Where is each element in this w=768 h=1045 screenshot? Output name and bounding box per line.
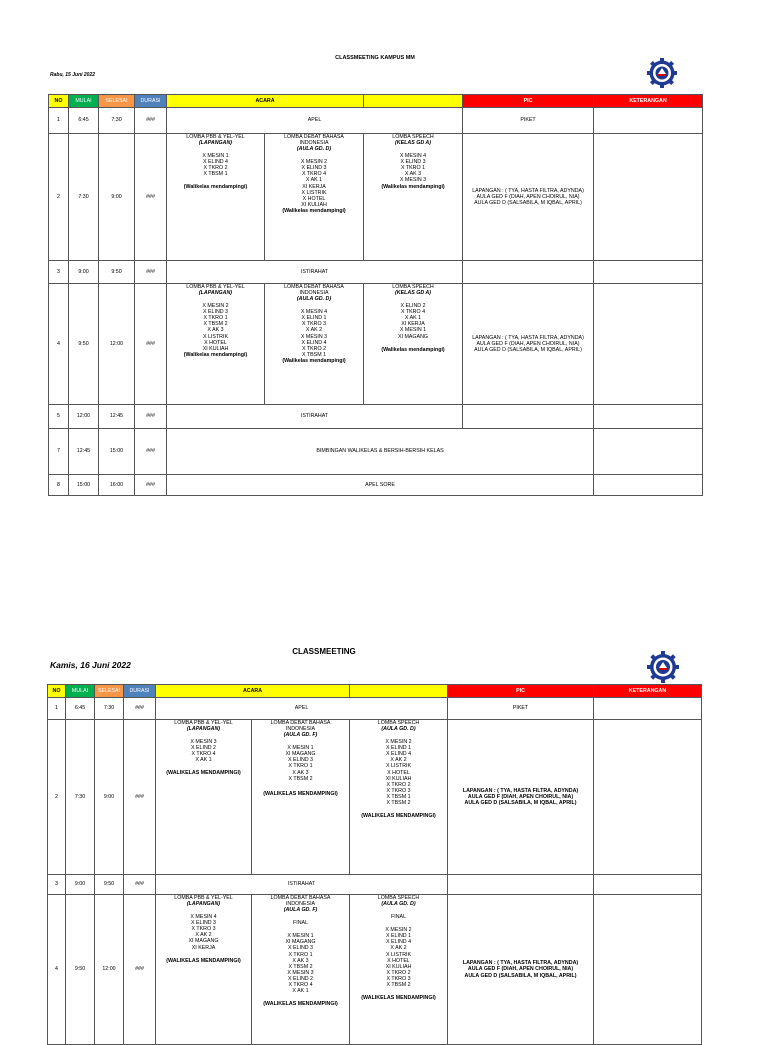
cell-keterangan xyxy=(594,405,703,429)
cell-pic xyxy=(448,875,594,895)
class-item: X ELIND 3 xyxy=(287,945,314,952)
event-title: LOMBA DEBAT BAHASA xyxy=(284,284,344,290)
cell-lomba-pbb xyxy=(156,895,252,1045)
event-note: (Walikelas mendampingi) xyxy=(381,346,445,353)
cell-pic: PIKET xyxy=(448,698,594,720)
page-title: CLASSMEETING xyxy=(292,647,356,656)
table-row xyxy=(48,875,702,895)
event-title: LOMBA PBB & YEL-YEL xyxy=(186,134,245,140)
class-item: X ELIND 1 xyxy=(386,745,412,752)
class-item: X TBSM 1 xyxy=(386,793,411,800)
class-item: X AK 2 xyxy=(305,327,323,334)
cell-selesai: 12:00 xyxy=(95,895,124,1045)
event-title: LOMBA DEBAT BAHASA xyxy=(284,134,344,140)
cell-mulai: 7:30 xyxy=(66,720,95,875)
class-item: X ELIND 1 xyxy=(386,933,412,940)
header-no: NO xyxy=(48,685,66,698)
cell-keterangan xyxy=(594,895,702,1045)
pic-line: AULA GED D (SALSABILA, M IQBAL, APRIL) xyxy=(474,200,582,207)
class-item: X ELIND 3 xyxy=(400,159,426,166)
pic-line: LAPANGAN : ( TYA, HASTA FILTRA, ADYNDA) xyxy=(472,187,584,194)
class-item: X LISTRIK xyxy=(386,951,412,958)
table-row xyxy=(48,895,702,1045)
cell-mulai: 9:50 xyxy=(66,895,95,1045)
class-item: X MESIN 1 xyxy=(287,933,314,940)
cell-durasi: ### xyxy=(135,429,167,475)
cell-mulai: 12:45 xyxy=(69,429,99,475)
table-row xyxy=(49,261,703,284)
cell-no: 1 xyxy=(48,698,66,720)
class-item: X TKRO 1 xyxy=(288,951,313,958)
class-item: X TKRO 1 xyxy=(203,315,228,322)
cell-lomba-speech xyxy=(350,895,448,1045)
cell-mulai: 12:00 xyxy=(69,405,99,429)
pic-line: LAPANGAN : ( TYA, HASTA FILTRA, ADYNDA) xyxy=(472,334,584,341)
class-item: X TKRO 3 xyxy=(386,975,411,982)
class-item: X AK 3 xyxy=(404,171,422,178)
class-item: X ELIND 2 xyxy=(287,975,314,982)
class-item: XI KULIAH xyxy=(301,201,327,208)
class-item: XI MAGANG xyxy=(398,333,429,340)
pic-line: AULA GED F (DIAH, APEN CHOIRUL, NIA) xyxy=(467,793,574,800)
school-gear-logo-icon xyxy=(643,58,681,88)
pic-line: LAPANGAN : ( TYA, HASTA FILTRA, ADYNDA) xyxy=(462,787,579,794)
cell-selesai: 7:30 xyxy=(99,108,135,134)
cell-no: 2 xyxy=(49,134,69,261)
cell-keterangan xyxy=(594,875,702,895)
event-location: (AULA GD. F) xyxy=(283,907,318,914)
event-title: INDONESIA xyxy=(285,901,316,908)
header-selesai: SELESAI xyxy=(95,685,124,698)
cell-lomba-speech xyxy=(364,284,463,405)
event-note: (WALIKELAS MENDAMPINGI) xyxy=(361,813,436,820)
cell-keterangan xyxy=(594,475,703,496)
cell-mulai: 9:00 xyxy=(69,261,99,284)
table-header xyxy=(48,685,702,698)
class-item: X TBSM 2 xyxy=(288,963,313,970)
class-item: XI MAGANG xyxy=(285,939,316,946)
class-item: X TKRO 4 xyxy=(288,981,313,988)
class-item: X MESIN 3 xyxy=(190,739,217,746)
class-item: XI KULIAH xyxy=(202,345,229,352)
event-note: (WALIKELAS MENDAMPINGI) xyxy=(361,995,436,1002)
cell-durasi: ### xyxy=(124,895,156,1045)
class-item: X AK 2 xyxy=(390,757,407,764)
cell-acara: BIMBINGAN WALIKELAS & BERSIH-BERSIH KELAS xyxy=(167,429,594,475)
cell-no: 3 xyxy=(49,261,69,284)
class-item: X HOTEL xyxy=(302,195,326,202)
event-location: (LAPANGAN) xyxy=(186,901,221,908)
cell-pic xyxy=(463,405,594,429)
cell-no: 7 xyxy=(49,429,69,475)
event-title: INDONESIA xyxy=(299,140,329,147)
cell-mulai: 9:00 xyxy=(66,875,95,895)
event-title: INDONESIA xyxy=(299,290,329,297)
class-item: X TBSM 1 xyxy=(301,351,327,358)
cell-selesai: 9:50 xyxy=(95,875,124,895)
class-item: X AK 1 xyxy=(195,757,212,764)
header-pic: PIC xyxy=(463,95,594,108)
event-location: (AULA GD. D) xyxy=(296,296,332,303)
cell-selesai: 16:00 xyxy=(99,475,135,496)
event-location: (AULA GD. D) xyxy=(296,146,332,153)
event-title: LOMBA PBB & YEL-YEL xyxy=(186,284,245,290)
cell-lomba-pbb xyxy=(167,284,265,405)
cell-mulai: 6:45 xyxy=(69,108,99,134)
cell-keterangan xyxy=(594,261,703,284)
cell-durasi: ### xyxy=(135,108,167,134)
class-item: X AK 3 xyxy=(207,327,224,334)
class-item: X TKRO 3 xyxy=(386,787,411,794)
class-item: X AK 1 xyxy=(305,177,323,184)
class-item: X TBSM 2 xyxy=(288,775,313,782)
header-mulai: MULAI xyxy=(69,95,99,108)
class-item: X TKRO 2 xyxy=(203,165,228,172)
class-item: XI KERJA xyxy=(401,321,425,328)
cell-lomba-debat xyxy=(252,895,350,1045)
table-header xyxy=(49,95,703,108)
event-location: (KELAS GD A) xyxy=(395,290,432,297)
class-item: X LISTRIK xyxy=(202,333,229,340)
class-item: X TKRO 2 xyxy=(386,781,411,788)
class-item: X MESIN 2 xyxy=(385,927,412,934)
class-item: X TKRO 2 xyxy=(386,969,411,976)
class-item: X MESIN 2 xyxy=(385,739,412,746)
cell-lomba-debat xyxy=(252,720,350,875)
cell-acara: APEL SORE xyxy=(167,475,594,496)
cell-selesai: 15:00 xyxy=(99,429,135,475)
class-item: X HOTEL xyxy=(204,339,227,346)
cell-lomba-pbb xyxy=(167,134,265,261)
table-row xyxy=(49,134,703,261)
header-acara-extra xyxy=(364,95,463,108)
cell-selesai: 9:00 xyxy=(95,720,124,875)
class-item: X AK 3 xyxy=(292,957,309,964)
class-item: X ELIND 3 xyxy=(202,309,229,316)
cell-no: 4 xyxy=(49,284,69,405)
cell-acara: APEL xyxy=(156,698,448,720)
cell-keterangan xyxy=(594,284,703,405)
header-mulai: MULAI xyxy=(66,685,95,698)
header-no: NO xyxy=(49,95,69,108)
event-title: LOMBA SPEECH xyxy=(377,895,420,901)
table-row xyxy=(48,720,702,875)
event-location: (AULA GD. D) xyxy=(381,901,416,908)
cell-no: 4 xyxy=(48,895,66,1045)
class-item: X LISTRIK xyxy=(301,189,327,196)
class-item: X AK 1 xyxy=(404,315,422,322)
event-final-label: FINAL xyxy=(391,914,407,921)
cell-lomba-speech xyxy=(350,720,448,875)
event-location: (LAPANGAN) xyxy=(198,140,233,147)
class-item: X MESIN 3 xyxy=(287,969,314,976)
cell-lomba-pbb xyxy=(156,720,252,875)
table-row xyxy=(49,284,703,405)
class-item: X TKRO 3 xyxy=(191,926,216,933)
cell-acara: APEL xyxy=(167,108,463,134)
cell-pic xyxy=(448,720,594,875)
class-item: X ELIND 3 xyxy=(190,920,217,927)
cell-selesai: 12:00 xyxy=(99,284,135,405)
class-item: X ELIND 4 xyxy=(202,159,229,166)
header-pic: PIC xyxy=(448,685,594,698)
schedule-table xyxy=(48,94,703,496)
pic-line: AULA GED F (DIAH, APEN CHOIRUL, NIA) xyxy=(476,193,580,200)
class-item: X ELIND 2 xyxy=(400,303,426,310)
cell-keterangan xyxy=(594,429,703,475)
table-row xyxy=(49,429,703,475)
cell-acara: ISTIRAHAT xyxy=(156,875,448,895)
class-item: X ELIND 4 xyxy=(301,339,327,346)
class-item: X AK 2 xyxy=(195,932,212,939)
event-final-label: FINAL xyxy=(293,920,309,927)
cell-no: 5 xyxy=(49,405,69,429)
event-note: (WALIKELAS MENDAMPINGI) xyxy=(166,957,241,964)
event-note: (WALIKELAS MENDAMPINGI) xyxy=(263,790,338,797)
cell-durasi: ### xyxy=(124,698,156,720)
event-title: LOMBA SPEECH xyxy=(377,720,420,726)
cell-no: 1 xyxy=(49,108,69,134)
event-title: INDONESIA xyxy=(285,726,316,733)
class-item: X HOTEL xyxy=(387,957,410,964)
class-item: X TKRO 4 xyxy=(301,171,327,178)
class-item: X TBSM 2 xyxy=(203,321,228,328)
cell-keterangan xyxy=(594,720,702,875)
class-item: X ELIND 3 xyxy=(287,757,314,764)
class-item: X MESIN 2 xyxy=(202,303,229,310)
class-item: X TKRO 4 xyxy=(400,309,426,316)
class-item: X MESIN 1 xyxy=(399,327,427,334)
class-item: X TKRO 2 xyxy=(301,345,327,352)
event-title: LOMBA DEBAT BAHASA xyxy=(270,720,331,726)
class-item: X HOTEL xyxy=(387,769,410,776)
class-item: XI KULIAH xyxy=(385,775,412,782)
page-title: CLASSMEETING KAMPUS MM xyxy=(335,55,415,61)
class-item: XI MAGANG xyxy=(188,938,219,945)
event-note: (Walikelas mendampingi) xyxy=(282,207,346,214)
event-note: (WALIKELAS MENDAMPINGI) xyxy=(263,1001,338,1008)
schedule-date: Kamis, 16 Juni 2022 xyxy=(50,660,131,670)
pic-line: AULA GED D (SALSABILA, M IQBAL, APRIL) xyxy=(464,800,577,807)
class-item: X AK 3 xyxy=(292,769,309,776)
class-item: XI KERJA xyxy=(302,183,326,190)
class-item: X AK 2 xyxy=(390,945,407,952)
cell-selesai: 12:45 xyxy=(99,405,135,429)
schedule-date: Rabu, 15 Juni 2022 xyxy=(50,72,96,78)
cell-pic xyxy=(463,261,594,284)
cell-pic xyxy=(448,895,594,1045)
cell-durasi: ### xyxy=(124,720,156,875)
event-note: (Walikelas mendampingi) xyxy=(381,183,445,190)
table-row xyxy=(49,108,703,134)
class-item: XI KERJA xyxy=(191,944,216,951)
cell-no: 8 xyxy=(49,475,69,496)
class-item: X TKRO 3 xyxy=(301,321,327,328)
header-keterangan: KETERANGAN xyxy=(594,95,703,108)
event-title: LOMBA SPEECH xyxy=(392,134,434,140)
header-durasi: DURASI xyxy=(135,95,167,108)
cell-durasi: ### xyxy=(135,475,167,496)
class-item: X MESIN 3 xyxy=(300,333,328,340)
class-item: X TKRO 4 xyxy=(191,751,216,758)
cell-lomba-speech xyxy=(364,134,463,261)
class-item: X TBSM 1 xyxy=(203,171,228,178)
class-item: X TBSM 2 xyxy=(386,799,411,806)
event-title: LOMBA DEBAT BAHASA xyxy=(270,895,331,901)
cell-keterangan xyxy=(594,134,703,261)
header-acara: ACARA xyxy=(156,685,350,698)
event-note: (WALIKELAS MENDAMPINGI) xyxy=(166,770,241,777)
cell-durasi: ### xyxy=(124,875,156,895)
table-row xyxy=(48,698,702,720)
header-acara-extra xyxy=(350,685,448,698)
class-item: X MESIN 4 xyxy=(399,153,427,160)
class-item: X MESIN 1 xyxy=(202,153,229,160)
class-item: X LISTRIK xyxy=(386,763,412,770)
class-item: XI MAGANG xyxy=(285,751,316,758)
cell-durasi: ### xyxy=(135,284,167,405)
class-item: X MESIN 4 xyxy=(190,914,217,921)
school-gear-logo-icon xyxy=(644,651,682,683)
table-row xyxy=(49,475,703,496)
event-location: (LAPANGAN) xyxy=(198,290,233,297)
cell-no: 3 xyxy=(48,875,66,895)
event-title: LOMBA SPEECH xyxy=(392,284,434,290)
pic-line: LAPANGAN : ( TYA, HASTA FILTRA, ADYNDA) xyxy=(462,960,579,967)
cell-acara: ISTIRAHAT xyxy=(167,261,463,284)
event-location: (AULA GD. F) xyxy=(283,732,318,739)
pic-line: AULA GED D (SALSABILA, M IQBAL, APRIL) xyxy=(464,972,577,979)
cell-mulai: 6:45 xyxy=(66,698,95,720)
cell-lomba-debat xyxy=(265,284,364,405)
event-location: (KELAS GD A) xyxy=(395,140,432,147)
cell-keterangan xyxy=(594,698,702,720)
cell-keterangan xyxy=(594,108,703,134)
cell-pic xyxy=(463,284,594,405)
cell-selesai: 9:00 xyxy=(99,134,135,261)
class-item: X ELIND 2 xyxy=(190,745,217,752)
cell-mulai: 9:50 xyxy=(69,284,99,405)
class-item: X ELIND 4 xyxy=(386,939,412,946)
event-title: LOMBA PBB & YEL-YEL xyxy=(174,895,233,901)
class-item: X TKRO 1 xyxy=(400,165,426,172)
cell-selesai: 7:30 xyxy=(95,698,124,720)
cell-acara: ISTIRAHAT xyxy=(167,405,463,429)
header-keterangan: KETERANGAN xyxy=(594,685,702,698)
cell-durasi: ### xyxy=(135,261,167,284)
header-acara: ACARA xyxy=(167,95,364,108)
event-note: (Walikelas mendampingi) xyxy=(183,351,248,358)
class-item: X ELIND 1 xyxy=(301,315,327,322)
class-item: X MESIN 4 xyxy=(300,309,328,316)
class-item: X MESIN 2 xyxy=(300,159,328,166)
pic-line: AULA GED D (SALSABILA, M IQBAL, APRIL) xyxy=(474,347,582,354)
schedule-table xyxy=(47,684,702,1045)
table-row xyxy=(49,405,703,429)
cell-pic xyxy=(463,134,594,261)
header-durasi: DURASI xyxy=(124,685,156,698)
event-location: (AULA GD. D) xyxy=(381,726,416,733)
class-item: X ELIND 3 xyxy=(301,165,327,172)
cell-mulai: 15:00 xyxy=(69,475,99,496)
cell-lomba-debat xyxy=(265,134,364,261)
pic-line: AULA GED F (DIAH, APEN CHOIRUL, NIA) xyxy=(467,966,574,973)
header-selesai: SELESAI xyxy=(99,95,135,108)
class-item: X MESIN 3 xyxy=(399,177,427,184)
class-item: X TKRO 1 xyxy=(288,763,313,770)
class-item: X AK 1 xyxy=(292,988,309,995)
pic-line: AULA GED F (DIAH, APEN CHOIRUL, NIA) xyxy=(476,340,580,347)
class-item: X TBSM 2 xyxy=(386,981,411,988)
event-title: LOMBA PBB & YEL-YEL xyxy=(174,720,233,726)
event-note: (Walikelas mendampingi) xyxy=(282,357,346,364)
event-location: (LAPANGAN) xyxy=(186,726,221,733)
cell-durasi: ### xyxy=(135,405,167,429)
cell-pic: PIKET xyxy=(463,108,594,134)
class-item: XI KULIAH xyxy=(385,963,412,970)
cell-no: 2 xyxy=(48,720,66,875)
event-note: (Walikelas mendampingi) xyxy=(183,184,248,191)
cell-selesai: 9:50 xyxy=(99,261,135,284)
class-item: X MESIN 1 xyxy=(287,745,314,752)
class-item: X ELIND 4 xyxy=(386,751,412,758)
cell-durasi: ### xyxy=(135,134,167,261)
cell-mulai: 7:30 xyxy=(69,134,99,261)
